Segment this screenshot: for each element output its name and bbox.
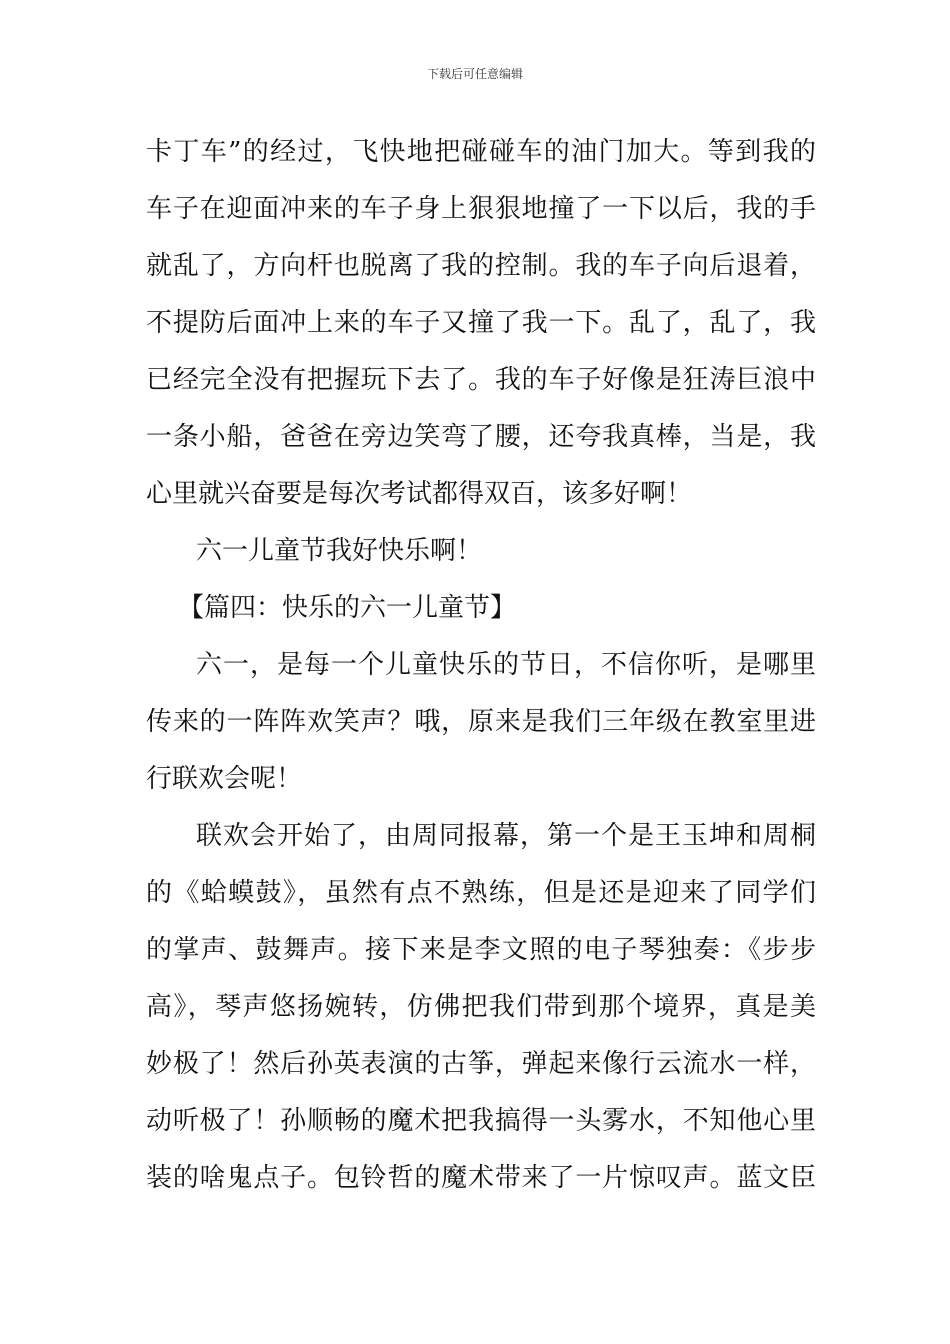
text-line: 六一儿童节我好快乐啊！ <box>196 536 483 566</box>
text-line: 联欢会开始了，由周同报幕，第一个是王玉坤和周桐 <box>196 821 816 851</box>
text-line: 装的啥鬼点子。包铃哲的魔术带来了一片惊叹声。蓝文臣 <box>146 1163 816 1193</box>
text-line: 妙极了！然后孙英表演的古筝，弹起来像行云流水一样， <box>146 1049 816 1079</box>
page-header: 下载后可任意编辑 <box>426 67 523 81</box>
text-line: 不提防后面冲上来的车子又撞了我一下。乱了，乱了，我 <box>146 308 816 338</box>
text-line: 车子在迎面冲来的车子身上狠狠地撞了一下以后，我的手 <box>146 194 816 224</box>
text-line: 六一，是每一个儿童快乐的节日，不信你听，是哪里 <box>196 650 816 680</box>
text-line: 已经完全没有把握玩下去了。我的车子好像是狂涛巨浪中 <box>146 365 816 395</box>
text-line: 的掌声、鼓舞声。接下来是李文照的电子琴独奏：《步步 <box>146 935 816 965</box>
text-line: 卡丁车”的经过，飞快地把碰碰车的油门加大。等到我的 <box>146 137 816 167</box>
text-line: 行联欢会呢！ <box>146 764 303 794</box>
text-line: 的《蛤蟆鼓》，虽然有点不熟练，但是还是迎来了同学们 <box>146 878 816 908</box>
text-line: 传来的一阵阵欢笑声？哦，原来是我们三年级在教室里进 <box>146 707 816 737</box>
text-line: 就乱了，方向杆也脱离了我的控制。我的车子向后退着， <box>146 251 816 281</box>
text-line: 心里就兴奋要是每次考试都得双百，该多好啊！ <box>146 479 693 509</box>
text-line: 动听极了！孙顺畅的魔术把我搞得一头雾水，不知他心里 <box>146 1106 816 1136</box>
text-line: 一条小船，爸爸在旁边笑弯了腰，还夸我真棒，当是，我 <box>146 422 816 452</box>
section-heading: 【篇四：快乐的六一儿童节】 <box>178 593 517 623</box>
text-line: 高》，琴声悠扬婉转，仿佛把我们带到那个境界，真是美 <box>146 992 816 1022</box>
